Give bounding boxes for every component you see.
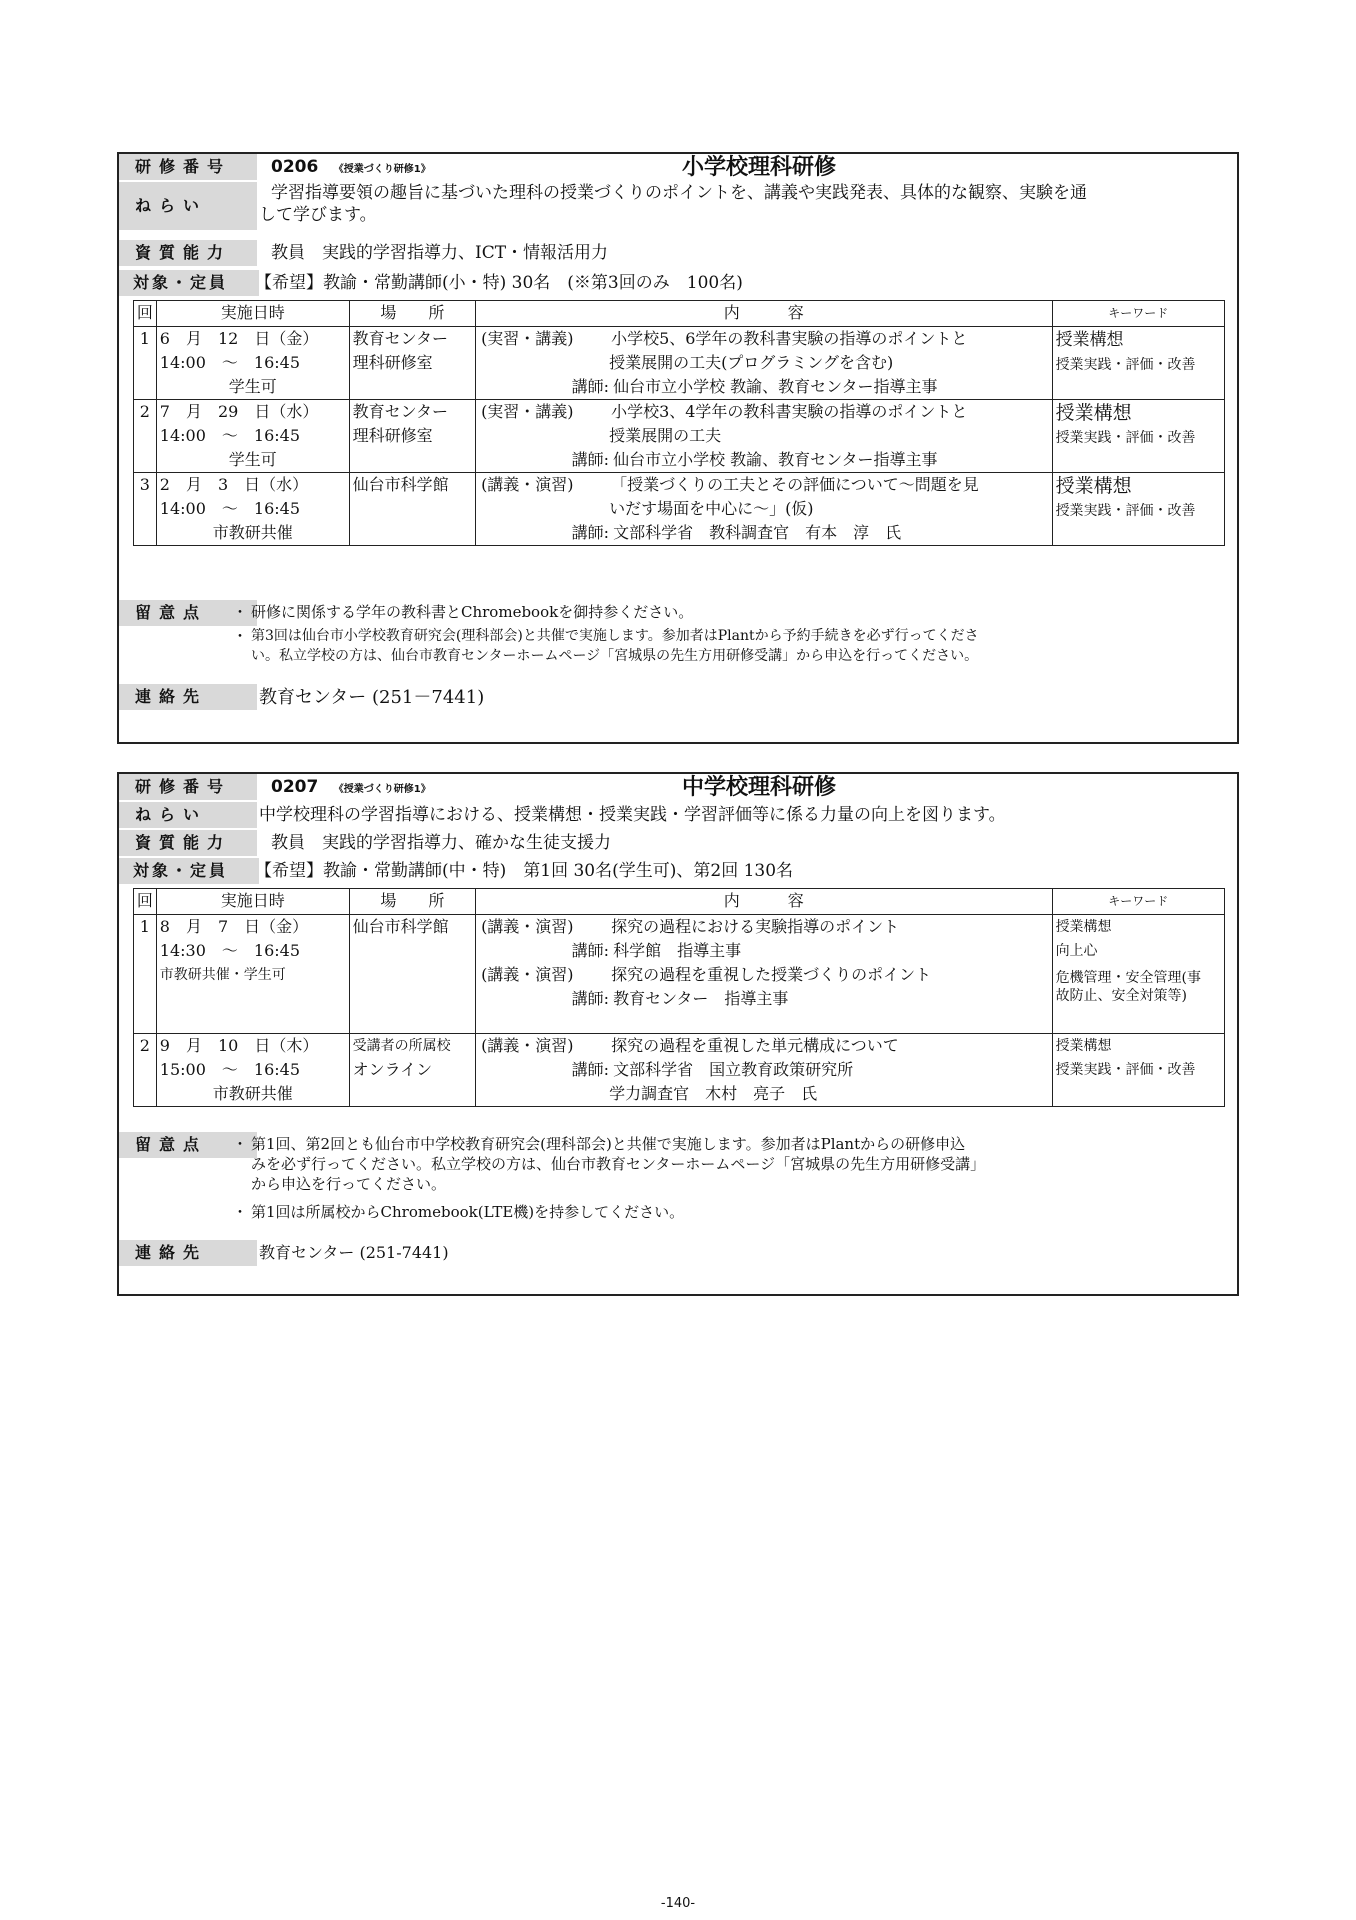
extra-note: 市教研共催: [212, 523, 293, 542]
notes-row: 留意点 ・ 研修に関係する学年の教科書とChromebookを御持参ください。 ・ 第3回は仙台市小学校教育研究会(理科部会)と共催で実施します。参加者はPlantから予約手続きを必ず行ってくださ い。私立学校の方は、仙台市教育センターホームページ「宮城県の先生方用研修受講」から申込を行ってください。: [119, 600, 1237, 680]
lecturer-text-cont: 学力調査官 木村 亮子 氏: [609, 1084, 818, 1103]
date: 9 月 10 日（木）: [159, 1036, 319, 1055]
schedule-table: [133, 888, 1225, 1107]
keyword-tertiary: 危機管理・安全管理(事: [1055, 970, 1202, 986]
lecturer-label: 講師:: [571, 989, 610, 1008]
lecturer-label: 講師:: [571, 1060, 610, 1079]
date: 7 月 29 日（水）: [159, 402, 319, 421]
round-number: 3: [134, 473, 157, 546]
contact-value: 教育センター (251－7441): [259, 687, 485, 708]
session-type: (講義・演習): [481, 965, 574, 984]
lecturer-text: 仙台市立小学校 教諭、教育センター指導主事: [613, 377, 938, 396]
course-id-note: 《授業づくり研修1》: [333, 784, 431, 795]
keyword-cell: [1052, 915, 1224, 1034]
round-number: 2: [134, 400, 157, 473]
keyword-secondary: 授業実践・評価・改善: [1055, 357, 1196, 373]
target-label: 対象・定員: [119, 858, 259, 884]
round-number: 1: [134, 327, 157, 400]
place-line2: オンライン: [352, 1060, 433, 1079]
session-type: (講義・演習): [481, 1036, 574, 1055]
place-line2: 理科研修室: [352, 353, 433, 372]
keyword-secondary: 授業実践・評価・改善: [1055, 1062, 1196, 1078]
col-header-keyword: キーワード: [1052, 301, 1224, 327]
place-cell: [349, 327, 475, 400]
course-id-row: [119, 774, 1237, 802]
col-header-datetime: 実施日時: [156, 301, 349, 327]
keyword-primary: 授業構想: [1055, 402, 1132, 424]
ability-label: 資質能力: [119, 240, 257, 266]
date: 8 月 7 日（金）: [159, 917, 309, 936]
lecturer-text: 文部科学省 国立教育政策研究所: [613, 1060, 854, 1079]
session-type: (講義・演習): [481, 475, 574, 494]
lecturer-text: 教育センター 指導主事: [613, 989, 789, 1008]
extra-note: 学生可: [228, 377, 277, 396]
schedule-table: [133, 300, 1225, 546]
course-block-0207: [117, 772, 1239, 1296]
time: 14:30 ～ 16:45: [159, 941, 301, 960]
content-cell: [476, 400, 1053, 473]
course-block-0206: [117, 152, 1239, 744]
lecturer-label: 講師:: [571, 523, 610, 542]
ability-label: 資質能力: [119, 830, 257, 856]
date: 2 月 3 日（水）: [159, 475, 309, 494]
course-id-value: 0206: [271, 157, 319, 177]
lecturer-text: 科学館 指導主事: [613, 941, 742, 960]
place-line2: 理科研修室: [352, 426, 433, 445]
extra-note: 市教研共催・学生可: [159, 967, 286, 983]
keyword-primary: 授業構想: [1055, 919, 1112, 935]
aim-text-line1: 中学校理科の学習指導における、授業構想・授業実践・学習評価等に係る力量の向上を図ります。: [259, 805, 1006, 825]
lecturer-label: 講師:: [571, 450, 610, 469]
session-text: 「授業づくりの工夫とその評価について～問題を見: [611, 475, 979, 494]
place-cell: [349, 473, 475, 546]
keyword-secondary: 授業実践・評価・改善: [1055, 503, 1196, 519]
session-text: 探究の過程を重視した授業づくりのポイント: [611, 965, 932, 984]
target-row: [119, 858, 1237, 884]
note-text: 第1回は所属校からChromebook(LTE機)を持参してください。: [251, 1203, 685, 1221]
contact-label: 連絡先: [119, 684, 257, 710]
keyword-cell: [1052, 400, 1224, 473]
keyword-primary: 授業構想: [1055, 330, 1124, 350]
table-row: [134, 1034, 1225, 1107]
table-row: [134, 915, 1225, 1034]
course-id-value: 0207: [271, 777, 319, 797]
time: 14:00 ～ 16:45: [159, 426, 301, 445]
keyword-cell: [1052, 327, 1224, 400]
aim-text-line2: して学びます。: [259, 205, 377, 225]
notes-label: 留意点: [119, 600, 257, 626]
course-title: 小学校理科研修: [681, 155, 836, 180]
keyword-secondary: 授業実践・評価・改善: [1055, 430, 1196, 446]
place-line1: 仙台市科学館: [352, 475, 449, 494]
session-type: (実習・講義): [481, 329, 574, 348]
place-line1: 受講者の所属校: [352, 1038, 451, 1054]
content-cell: [476, 473, 1053, 546]
course-title: 中学校理科研修: [681, 775, 836, 800]
note-text: 研修に関係する学年の教科書とChromebookを御持参ください。: [251, 603, 694, 621]
target-row: [119, 270, 1237, 296]
ability-value: 教員 実践的学習指導力、確かな生徒支援力: [271, 833, 611, 853]
lecturer-label: 講師:: [571, 941, 610, 960]
time: 15:00 ～ 16:45: [159, 1060, 301, 1079]
contact-row: [119, 684, 1237, 712]
keyword-primary: 授業構想: [1055, 1038, 1112, 1054]
content-cell: [476, 327, 1053, 400]
round-number: 1: [134, 915, 157, 1034]
datetime-cell: [156, 327, 349, 400]
session-text: 小学校5、6学年の教科書実験の指導のポイントと: [611, 329, 968, 348]
lecturer-text: 文部科学省 教科調査官 有本 淳 氏: [613, 523, 902, 542]
contact-label: 連絡先: [119, 1240, 257, 1266]
ability-row: [119, 830, 1237, 856]
course-id-label: 研修番号: [119, 774, 257, 800]
session-text: 小学校3、4学年の教科書実験の指導のポイントと: [611, 402, 968, 421]
session-text-cont: 授業展開の工夫: [609, 426, 722, 445]
col-header-keyword: キーワード: [1052, 889, 1224, 915]
contact-value: 教育センター (251-7441): [259, 1243, 449, 1262]
course-id-row: [119, 154, 1237, 182]
lecturer-label: 講師:: [571, 377, 610, 396]
place-line1: 教育センター: [352, 329, 449, 348]
ability-value: 教員 実践的学習指導力、ICT・情報活用力: [271, 243, 609, 263]
session-text-cont: 授業展開の工夫(プログラミングを含む): [609, 353, 894, 372]
aim-row: [119, 802, 1237, 828]
keyword-primary: 授業構想: [1055, 475, 1132, 497]
keyword-cell: [1052, 1034, 1224, 1107]
session-type: (実習・講義): [481, 402, 574, 421]
datetime-cell: [156, 400, 349, 473]
content-cell: [476, 1034, 1053, 1107]
page-number: -140-: [660, 1896, 696, 1911]
note-text: 第3回は仙台市小学校教育研究会(理科部会)と共催で実施します。参加者はPlantから予約手続きを必ず行ってくださ い。私立学校の方は、仙台市教育センターホームページ「宮城県の先生方用研修受講」から申込を行ってください。: [251, 628, 979, 664]
table-row: [134, 400, 1225, 473]
place-cell: [349, 915, 475, 1034]
table-row: [134, 327, 1225, 400]
notes-label: 留意点: [119, 1132, 257, 1158]
note-text: 第1回、第2回とも仙台市中学校教育研究会(理科部会)と共催で実施します。参加者はPlantからの研修申込 みを必ず行ってください。私立学校の方は、仙台市教育センターホームページ「宮城県の先生方用研修受講」 から申込を行ってください。: [251, 1135, 986, 1193]
keyword-tertiary-cont: 故防止、安全対策等): [1055, 988, 1188, 1004]
time: 14:00 ～ 16:45: [159, 353, 301, 372]
place-line1: 仙台市科学館: [352, 917, 449, 936]
ability-row: [119, 240, 1237, 266]
lecturer-text: 仙台市立小学校 教諭、教育センター指導主事: [613, 450, 938, 469]
target-value: 【希望】教諭・常勤講師(小・特) 30名 (※第3回のみ 100名): [255, 273, 743, 293]
col-header-round: 回: [134, 301, 157, 327]
notes-row: 留意点 ・ 第1回、第2回とも仙台市中学校教育研究会(理科部会)と共催で実施します。参加者はPlantからの研修申込 みを必ず行ってください。私立学校の方は、仙台市教育センターホームページ「宮城県の先生方用研修受講」 から申込を行ってください。 ・ 第1回は所属校からChromebook(LTE機)を持参してください。: [119, 1132, 1237, 1242]
session-text: 探究の過程を重視した単元構成について: [611, 1036, 899, 1055]
aim-text-line1: 学習指導要領の趣旨に基づいた理科の授業づくりのポイントを、講義や実践発表、具体的な観察、実験を通: [271, 183, 1087, 203]
extra-note: 学生可: [228, 450, 277, 469]
table-header-row: [134, 889, 1225, 915]
session-text: 探究の過程における実験指導のポイント: [611, 917, 900, 936]
content-cell: [476, 915, 1053, 1034]
course-id-note: 《授業づくり研修1》: [333, 164, 431, 175]
course-id-label: 研修番号: [119, 154, 257, 180]
target-label: 対象・定員: [119, 270, 259, 296]
extra-note: 市教研共催: [212, 1084, 293, 1103]
target-value: 【希望】教諭・常勤講師(中・特) 第1回 30名(学生可)、第2回 130名: [255, 861, 794, 881]
place-line1: 教育センター: [352, 402, 449, 421]
col-header-place: 場 所: [349, 889, 475, 915]
col-header-place: 場 所: [349, 301, 475, 327]
place-cell: [349, 400, 475, 473]
table-row: [134, 473, 1225, 546]
keyword-cell: [1052, 473, 1224, 546]
place-cell: [349, 1034, 475, 1107]
round-number: 2: [134, 1034, 157, 1107]
keyword-secondary: 向上心: [1055, 943, 1098, 959]
col-header-round: 回: [134, 889, 157, 915]
col-header-content: 内 容: [476, 301, 1053, 327]
aim-label: ねらい: [119, 182, 257, 230]
contact-row: [119, 1240, 1237, 1266]
date: 6 月 12 日（金）: [159, 329, 319, 348]
session-type: (講義・演習): [481, 917, 574, 936]
table-header-row: [134, 301, 1225, 327]
col-header-datetime: 実施日時: [156, 889, 349, 915]
aim-label: ねらい: [119, 802, 257, 828]
col-header-content: 内 容: [476, 889, 1053, 915]
datetime-cell: [156, 915, 349, 1034]
time: 14:00 ～ 16:45: [159, 499, 301, 518]
aim-row: [119, 182, 1237, 232]
datetime-cell: [156, 473, 349, 546]
session-text-cont: いだす場面を中心に～」(仮): [609, 499, 814, 518]
datetime-cell: [156, 1034, 349, 1107]
